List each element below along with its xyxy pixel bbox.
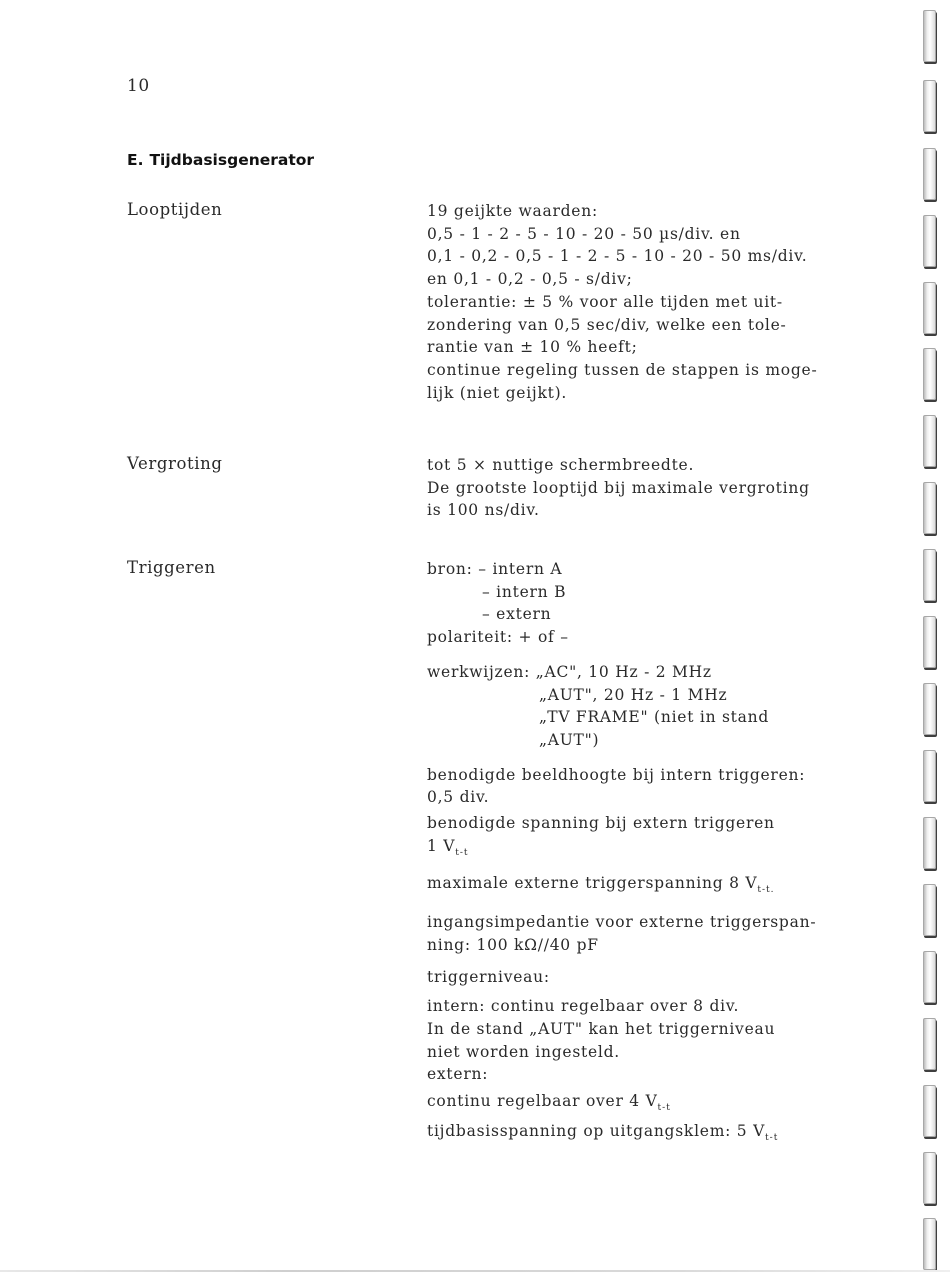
section-letter: E. — [127, 151, 144, 169]
binder-hole — [923, 683, 936, 735]
niveau-line: In de stand „AUT" kan het triggerniveau — [427, 1019, 776, 1038]
binder-hole — [923, 10, 936, 62]
triggeren-text — [427, 558, 832, 1149]
looptijden-line: lijk (niet geijkt). — [427, 383, 568, 402]
section-title: Tijdbasisgenerator — [149, 151, 315, 169]
niveau-line: intern: continu regelbaar over 8 div. — [427, 997, 740, 1016]
label-vergroting: Vergroting — [127, 454, 223, 473]
extern-regel-text: continu regelbaar over 4 V — [427, 1092, 658, 1111]
looptijden-line: zondering van 0,5 sec/div, welke een tole- — [427, 315, 787, 334]
werkwijzen-line: werkwijzen: „AC", 10 Hz - 2 MHz — [427, 662, 712, 681]
werkwijzen-line: „AUT", 20 Hz - 1 MHz — [539, 685, 728, 704]
binder-hole — [923, 750, 936, 802]
polariteit-line: polariteit: + of – — [427, 628, 569, 647]
binder-hole — [923, 884, 936, 936]
section-heading — [127, 151, 314, 169]
binder-hole — [923, 951, 936, 1003]
impedantie-line: ingangsimpedantie voor externe triggerspan- — [427, 913, 817, 932]
looptijden-line: tolerantie: ± 5 % voor alle tijden met uit- — [427, 292, 783, 311]
binder-hole — [923, 1218, 936, 1270]
binder-hole — [923, 415, 936, 467]
vergroting-line: tot 5 × nuttige schermbreedte. — [427, 456, 695, 474]
impedantie-line: ning: 100 kΩ//40 pF — [427, 935, 599, 954]
werkwijzen-line: „AUT") — [539, 730, 600, 749]
extern-regel-line — [427, 1090, 832, 1120]
page-bottom-edge — [0, 1270, 950, 1272]
extern-regel-subscript: t-t — [657, 1103, 671, 1114]
vergroting-line: is 100 ns/div. — [427, 501, 540, 520]
bron-line: – extern — [482, 605, 552, 624]
binder-hole — [923, 215, 936, 267]
binder-hole — [923, 1152, 936, 1204]
looptijden-line: continue regeling tussen de stappen is moge- — [427, 360, 818, 379]
binder-hole — [923, 616, 936, 668]
max-trigger-text: maximale externe triggerspanning 8 V — [427, 874, 758, 893]
binder-hole — [923, 1085, 936, 1137]
beeldhoogte-line: benodigde beeldhoogte bij intern triggeren: — [427, 765, 806, 784]
binder-hole — [923, 148, 936, 200]
binder-hole — [923, 482, 936, 534]
spanning-subscript: t-t — [455, 847, 469, 858]
spanning-value: 1 V — [427, 836, 456, 855]
binder-hole — [923, 80, 936, 132]
looptijden-line: en 0,1 - 0,2 - 0,5 - s/div; — [427, 270, 633, 289]
uitgang-line — [427, 1120, 832, 1150]
binder-hole — [923, 1018, 936, 1070]
looptijden-line: 0,1 - 0,2 - 0,5 - 1 - 2 - 5 - 10 - 20 - 50 ms/div. — [427, 247, 808, 266]
looptijden-text — [427, 200, 832, 404]
beeldhoogte-line: 0,5 div. — [427, 788, 490, 807]
binder-hole — [923, 348, 936, 400]
niveau-title: triggerniveau: — [427, 967, 550, 986]
uitgang-text: tijdbasisspanning op uitgangsklem: 5 V — [427, 1121, 766, 1140]
label-triggeren: Triggeren — [127, 558, 216, 577]
niveau-line: niet worden ingesteld. — [427, 1042, 620, 1061]
looptijden-line: 19 geijkte waarden: — [427, 202, 598, 220]
bron-line: – intern B — [482, 582, 567, 601]
looptijden-line: rantie van ± 10 % heeft; — [427, 338, 638, 357]
page-number: 10 — [127, 76, 150, 96]
uitgang-subscript: t-t — [765, 1132, 779, 1143]
spanning-value-line — [427, 835, 832, 865]
binder-hole — [923, 282, 936, 334]
vergroting-line: De grootste looptijd bij maximale vergroting — [427, 478, 810, 497]
vergroting-text — [427, 454, 832, 522]
binder-hole — [923, 817, 936, 869]
max-trigger-subscript: t-t. — [757, 885, 775, 896]
binder-hole — [923, 549, 936, 601]
looptijden-line: 0,5 - 1 - 2 - 5 - 10 - 20 - 50 µs/div. en — [427, 224, 741, 243]
niveau-line: extern: — [427, 1065, 489, 1084]
label-looptijden: Looptijden — [127, 200, 223, 219]
bron-line: bron: – intern A — [427, 560, 563, 578]
spanning-line: benodigde spanning bij extern triggeren — [427, 814, 775, 833]
max-trigger-line — [427, 872, 832, 902]
werkwijzen-line: „TV FRAME" (niet in stand — [539, 708, 770, 727]
